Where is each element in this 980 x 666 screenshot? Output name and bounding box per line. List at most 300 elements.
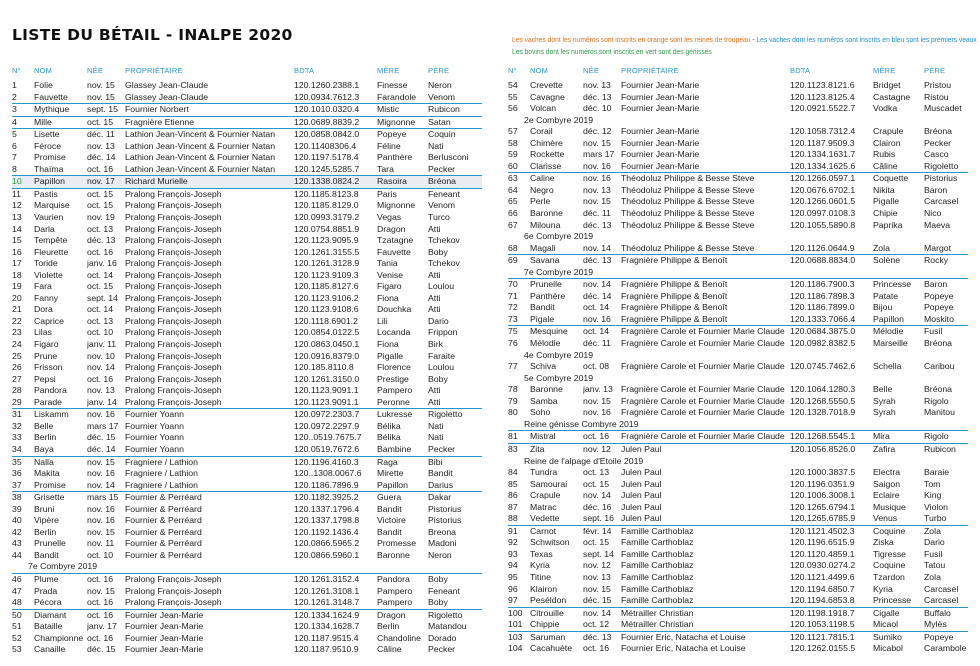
cell-bdta: 120.1053.1198.5: [790, 619, 855, 630]
table-row: [508, 549, 968, 561]
header-pere: PÈRE: [428, 66, 450, 75]
cell-nom: Fanny: [34, 292, 59, 303]
cell-pere: Boby: [428, 597, 448, 608]
cell-nee: déc. 13: [583, 219, 612, 230]
table-row: [12, 421, 482, 433]
cell-pere: Margot: [924, 242, 952, 253]
cell-nee: déc. 10: [583, 103, 612, 114]
cell-nee: déc. 15: [87, 644, 116, 655]
table-row: [12, 258, 482, 270]
cell-proprietaire: Fournier & Perréard: [125, 538, 202, 549]
cell-nom: Grisette: [34, 492, 65, 503]
cell-proprietaire: Famille Carthoblaz: [621, 525, 694, 536]
cell-nee: nov. 12: [583, 560, 611, 571]
table-row: [12, 152, 482, 164]
cell-pere: Carcasel: [924, 196, 959, 207]
cell-mere: Bridget: [873, 80, 901, 90]
cell-bdta: 120.1194.6850.7: [790, 583, 855, 594]
table-row: [12, 385, 482, 397]
table-row: [508, 80, 968, 92]
cell-proprietaire: Pralong François-Joseph: [125, 258, 222, 269]
cell-num: 100: [508, 607, 523, 618]
cell-nom: Plume: [34, 573, 59, 584]
table-row: [12, 117, 482, 130]
cell-nom: Clarisse: [530, 160, 562, 171]
cell-nom: Prunelle: [530, 279, 562, 290]
cell-num: 63: [508, 173, 518, 184]
cell-pere: Frippon: [428, 327, 458, 338]
cell-mere: Victoire: [377, 515, 406, 526]
cell-nee: nov. 14: [583, 279, 611, 290]
table-row: [508, 560, 968, 572]
cell-pere: Pecker: [924, 137, 952, 148]
cell-mere: Crapule: [873, 126, 904, 137]
table-row: [508, 149, 968, 161]
cell-mere: Promesse: [377, 538, 417, 549]
cell-nee: nov. 15: [583, 196, 611, 207]
cell-nee: oct. 10: [87, 327, 114, 338]
combat-section-label: [508, 456, 968, 468]
header-nee: NÉE: [87, 66, 104, 75]
cell-pere: Tchekov: [428, 235, 460, 246]
cell-num: 35: [12, 456, 22, 467]
cell-pere: Pistorius: [924, 173, 958, 184]
cell-bdta: 120.1268.5550.5: [790, 395, 856, 406]
table-row: [12, 316, 482, 328]
cell-bdta: 120.1187.9509.3: [790, 137, 855, 148]
cell-nom: Pepsi: [34, 373, 56, 384]
cell-nom: Parade: [34, 396, 63, 407]
cell-nee: nov. 15: [87, 585, 115, 596]
cell-nee: sept. 14: [583, 548, 614, 559]
table-row: [508, 595, 968, 608]
cell-mere: Rubis: [873, 149, 896, 160]
cell-nee: nov. 16: [583, 160, 611, 171]
cell-num: 24: [12, 339, 22, 350]
cell-pere: Rigolo: [924, 431, 949, 442]
cell-pere: Breona: [428, 526, 457, 537]
cell-nom: Baronne: [530, 384, 563, 395]
cell-pere: Baraie: [924, 467, 950, 478]
cell-num: 78: [508, 384, 518, 395]
cell-mere: Belle: [873, 384, 893, 395]
cell-mere: Chandoline: [377, 632, 421, 643]
table-row: [508, 431, 968, 444]
cell-num: 69: [508, 255, 518, 266]
cell-mere: Cigalle: [873, 607, 900, 618]
combat-section-label: [12, 561, 482, 574]
cell-nee: nov. 14: [583, 607, 611, 618]
cell-nom: Schiva: [530, 361, 557, 372]
cell-proprietaire: Fournier Jean-Marie: [621, 91, 700, 102]
cell-proprietaire: Fragnière Philippe & Benoît: [621, 279, 728, 290]
cell-proprietaire: Fragnière Carole et Fournier Marie Claude: [621, 338, 785, 349]
cell-proprietaire: Théodoluz Philippe & Besse Steve: [621, 173, 755, 184]
cell-nom: Toride: [34, 258, 58, 269]
cell-pere: Faraite: [428, 350, 456, 361]
table-row: [12, 189, 482, 201]
cell-nom: Pastis: [34, 188, 58, 199]
cell-mere: Chipie: [873, 208, 898, 219]
cell-pere: Tom: [924, 478, 941, 489]
cell-nom: Berlin: [34, 432, 57, 443]
cell-pere: Matandou: [428, 621, 467, 632]
cell-num: 73: [508, 313, 518, 324]
cell-nee: nov. 16: [583, 313, 611, 324]
cell-mere: Baronne: [377, 549, 410, 560]
cell-nom: Féroce: [34, 140, 62, 151]
cell-nee: nov. 13: [583, 571, 611, 582]
cell-num: 12: [12, 200, 22, 211]
cell-bdta: 120.0519.7672.6: [294, 443, 360, 454]
cell-bdta: 120.1196.0351.9: [790, 478, 855, 489]
cell-proprietaire: Fournier Jean-Marie: [125, 632, 204, 643]
cell-nee: nov. 12: [583, 443, 611, 454]
cell-bdta: 120.0863.0450.1: [294, 339, 360, 350]
table-row: [508, 407, 968, 419]
cell-mere: Micaol: [873, 619, 899, 630]
cell-proprietaire: Julen Paul: [621, 467, 662, 478]
table-row: [508, 584, 968, 596]
cell-mere: Syrah: [873, 407, 896, 418]
cell-bdta: 120.1268.5545.1: [790, 431, 856, 442]
cell-pere: Rigoletto: [428, 409, 463, 420]
cell-num: 29: [12, 396, 22, 407]
cell-nee: sept. 15: [87, 104, 118, 115]
cell-nom: Canaille: [34, 644, 66, 655]
right-column: [508, 66, 968, 655]
table-row: [508, 619, 968, 632]
cell-num: 72: [508, 302, 518, 313]
cell-mere: Pampero: [377, 585, 413, 596]
cell-num: 48: [12, 597, 22, 608]
cell-num: 50: [12, 609, 22, 620]
cell-nom: Violette: [34, 269, 63, 280]
cell-proprietaire: Pralong François-Joseph: [125, 212, 222, 223]
cell-num: 97: [508, 595, 518, 606]
table-row: [508, 291, 968, 303]
cell-pere: Bréona: [924, 126, 953, 137]
cell-bdta: 120.1121.4502.3: [790, 525, 855, 536]
cell-nom: Dora: [34, 304, 53, 315]
cell-bdta: 120.1064.1280.3: [790, 384, 856, 395]
cell-pere: Turco: [428, 212, 450, 223]
cell-nom: Mesquine: [530, 326, 568, 337]
cell-num: 85: [508, 478, 518, 489]
cell-pere: Rigoletto: [924, 160, 959, 171]
cell-proprietaire: Famille Carthoblaz: [621, 595, 694, 606]
cell-mere: Figaro: [377, 281, 402, 292]
cell-bdta: 120.11408306.4: [294, 140, 357, 151]
cattle-list-right: [508, 80, 968, 655]
table-row: [508, 526, 968, 538]
table-row: [12, 574, 482, 586]
table-row: [508, 608, 968, 620]
cell-pere: Carcasel: [924, 583, 959, 594]
cell-num: 4: [12, 116, 17, 127]
cell-mere: Berlin: [377, 621, 400, 632]
cell-num: 5: [12, 129, 17, 140]
cell-proprietaire: Théodoluz Philippe & Besse Steve: [621, 219, 755, 230]
cell-mere: Finesse: [377, 80, 408, 90]
cell-pere: Madoni: [428, 538, 457, 549]
cell-mere: Locanda: [377, 327, 411, 338]
cell-nom: Baya: [34, 443, 54, 454]
cell-nee: nov. 14: [583, 490, 611, 501]
cell-nee: sept. 14: [87, 292, 118, 303]
table-row: [12, 597, 482, 610]
cell-proprietaire: Lathion Jean-Vincent & Fournier Natan: [125, 129, 276, 140]
cell-nom: Chimère: [530, 137, 563, 148]
cell-mere: Bélika: [377, 420, 401, 431]
cell-bdta: 120.1010.0320.4: [294, 104, 360, 115]
cell-mere: Paprika: [873, 219, 903, 230]
cell-pere: Neron: [428, 80, 452, 90]
cell-bdta: 120.0745.7462.6: [790, 361, 856, 372]
cell-pere: Bandit: [428, 468, 453, 479]
cell-proprietaire: Pralong François-Joseph: [125, 597, 222, 608]
cell-pere: Bréona: [924, 338, 953, 349]
cell-proprietaire: Pralong François-Joseph: [125, 396, 222, 407]
cell-num: 77: [508, 361, 518, 372]
cell-nom: Savana: [530, 255, 560, 266]
cell-nee: nov. 13: [583, 80, 611, 90]
cell-nee: déc. 14: [87, 152, 116, 163]
cell-mere: Pandora: [377, 573, 410, 584]
cell-nom: Negro: [530, 184, 554, 195]
cell-num: 103: [508, 631, 523, 642]
cell-nom: Tempête: [34, 235, 68, 246]
cell-num: 25: [12, 350, 22, 361]
cell-bdta: 120.1186.7900.3: [790, 279, 855, 290]
cell-bdta: 120.1186.7898.3: [790, 290, 855, 301]
cell-num: 75: [508, 326, 518, 337]
table-row: [12, 304, 482, 316]
cell-proprietaire: Théodoluz Philippe & Besse Steve: [621, 184, 755, 195]
legend-dash: -: [750, 35, 757, 44]
table-row: [508, 126, 968, 138]
table-row: [12, 339, 482, 351]
cell-nom: Cavagne: [530, 91, 565, 102]
cell-proprietaire: Pralong François-Joseph: [125, 350, 222, 361]
cell-nom: Vaurien: [34, 212, 64, 223]
table-row: [508, 279, 968, 291]
cell-pere: Turbo: [924, 513, 947, 524]
cell-nom: Marquise: [34, 200, 70, 211]
cell-nee: mars 17: [87, 420, 119, 431]
cell-nom: Klairon: [530, 583, 558, 594]
cell-bdta: 120.1337.1798.8: [294, 515, 360, 526]
cell-num: 2: [12, 91, 17, 102]
cell-pere: Bréona: [924, 384, 953, 395]
table-row: [12, 281, 482, 293]
cell-nee: mars 17: [583, 149, 615, 160]
cell-pere: Coquin: [428, 129, 456, 140]
cell-proprietaire: Pralong François-Joseph: [125, 246, 222, 257]
cell-pere: Tatou: [924, 560, 946, 571]
combat-section-label: [508, 231, 968, 243]
cell-nom: Bruni: [34, 503, 55, 514]
cell-bdta: 120.1337.1796.4: [294, 503, 360, 514]
cell-nom: Peséldon: [530, 595, 567, 606]
cell-nom: Magali: [530, 242, 556, 253]
cell-mere: Féline: [377, 140, 401, 151]
table-row: [508, 161, 968, 174]
cell-num: 18: [12, 269, 22, 280]
table-row: [12, 432, 482, 444]
cell-pere: Dario: [428, 315, 449, 326]
table-row: [508, 361, 968, 373]
cell-num: 58: [508, 137, 518, 148]
cell-pere: Boby: [428, 573, 448, 584]
table-row: [12, 586, 482, 598]
cell-bdta: 120.1266.0601.5: [790, 196, 856, 207]
cell-nee: nov. 14: [87, 479, 115, 490]
cell-nee: oct. 16: [87, 163, 114, 174]
cell-num: 84: [508, 467, 518, 478]
cell-pere: Mylès: [924, 619, 947, 630]
table-header: [12, 66, 482, 80]
header-bdta: BDTA: [294, 66, 315, 75]
cell-nom: Saruman: [530, 631, 566, 642]
cell-nom: Berlin: [34, 526, 57, 537]
cell-proprietaire: Famille Carthoblaz: [621, 548, 694, 559]
cell-proprietaire: Pralong François-Joseph: [125, 385, 222, 396]
cell-nom: Samourai: [530, 478, 568, 489]
cell-bdta: 120.0972.2303.7: [294, 409, 360, 420]
cell-nom: Promise: [34, 152, 66, 163]
table-row: [508, 243, 968, 256]
cell-proprietaire: Fournier Yoann: [125, 432, 184, 443]
cell-nom: Caline: [530, 173, 555, 184]
cell-proprietaire: Fragnière Philippe & Benoît: [621, 290, 728, 301]
header-proprietaire: PROPRIÉTAIRE: [621, 66, 679, 75]
cell-mere: Marseille: [873, 338, 908, 349]
cell-mere: Tigresse: [873, 548, 906, 559]
cell-bdta: 120.1123.9091.1: [294, 396, 359, 407]
table-row: [508, 572, 968, 584]
cell-proprietaire: Pralong François-Joseph: [125, 269, 222, 280]
cell-bdta: 120.1192.1436.4: [294, 526, 359, 537]
header-num: N°: [508, 66, 517, 75]
cell-bdta: 120.1261.3128.9: [294, 258, 360, 269]
table-row: [12, 176, 482, 189]
cell-mere: Princesse: [873, 595, 912, 606]
cell-proprietaire: Fournier Norbert: [125, 104, 189, 115]
cell-pere: Darius: [428, 479, 454, 490]
cell-mere: Kyria: [873, 583, 893, 594]
cell-nee: nov. 13: [87, 140, 115, 151]
cell-mere: Mirette: [377, 468, 404, 479]
cell-mere: Micabol: [873, 643, 903, 654]
cell-mere: Dragon: [377, 223, 406, 234]
cell-nom: Pigale: [530, 313, 555, 324]
cell-proprietaire: Fournier Eric, Natacha et Louise: [621, 643, 746, 654]
cell-proprietaire: Pralong François-Joseph: [125, 188, 222, 199]
table-row: [508, 208, 968, 220]
cell-pere: Rigolo: [924, 395, 949, 406]
cell-nee: oct. 14: [583, 302, 610, 313]
cell-mere: Zafira: [873, 443, 896, 454]
cell-proprietaire: Pralong François-Joseph: [125, 362, 222, 373]
cell-proprietaire: Pralong François-Joseph: [125, 315, 222, 326]
cell-nee: oct. 15: [87, 200, 114, 211]
cell-nee: déc. 15: [87, 432, 116, 443]
cell-bdta: 120.1121.4499.6: [790, 571, 855, 582]
cell-bdta: 120.0972.2297.9: [294, 420, 360, 431]
cell-nom: Rockette: [530, 149, 565, 160]
cell-mere: Mistic: [377, 104, 400, 115]
cell-proprietaire: Lathion Jean-Vincent & Fournier Natan: [125, 163, 276, 174]
cell-num: 80: [508, 407, 518, 418]
table-row: [508, 92, 968, 104]
cell-nee: oct. 12: [583, 619, 610, 630]
table-row: [12, 351, 482, 363]
cell-pere: Loulou: [428, 362, 455, 373]
cell-nee: oct. 16: [87, 609, 114, 620]
cell-proprietaire: Julen Paul: [621, 490, 662, 501]
cell-pere: King: [924, 490, 942, 501]
cell-pere: Nati: [428, 420, 444, 431]
cell-pere: Rocky: [924, 255, 949, 266]
cell-pere: Buffalo: [924, 607, 951, 618]
cell-mere: Princesse: [873, 279, 912, 290]
cell-pere: Pistorius: [428, 503, 462, 514]
cell-pere: Boby: [428, 373, 448, 384]
table-row: [12, 504, 482, 516]
cell-mere: Bandit: [377, 503, 402, 514]
cell-nee: déc. 14: [87, 443, 116, 454]
cell-nom: Volcan: [530, 103, 557, 114]
table-row: [12, 92, 482, 105]
cell-pere: Bibi: [428, 456, 443, 467]
cell-bdta: 120.0688.8834.0: [790, 255, 856, 266]
cell-nom: Vedette: [530, 513, 560, 524]
cell-pere: Popeye: [924, 631, 954, 642]
cell-nom: Milouna: [530, 219, 561, 230]
cell-nee: oct. 16: [583, 643, 610, 654]
cell-mere: Bijou: [873, 302, 893, 313]
cell-mere: Coquine: [873, 560, 906, 571]
cell-proprietaire: Pralong François-Joseph: [125, 200, 222, 211]
cell-num: 71: [508, 290, 518, 301]
cell-mere: Schella: [873, 361, 902, 372]
cell-proprietaire: Théodoluz Philippe & Besse Steve: [621, 242, 755, 253]
combat-section-label: [508, 373, 968, 385]
cell-nom: Soho: [530, 407, 551, 418]
cell-mere: Saigon: [873, 478, 901, 489]
cell-proprietaire: Pralong François-Joseph: [125, 281, 222, 292]
cell-bdta: 120.1000.3837.5: [790, 467, 856, 478]
cell-nom: Crapule: [530, 490, 561, 501]
table-row: [12, 80, 482, 92]
table-row: [12, 480, 482, 493]
cell-num: 52: [12, 632, 22, 643]
cell-num: 70: [508, 279, 518, 290]
cell-nom: Lisette: [34, 129, 60, 140]
cell-nom: Kyria: [530, 560, 550, 571]
cell-num: 47: [12, 585, 22, 596]
cell-pere: Venom: [428, 200, 456, 211]
cell-pere: Tchekov: [428, 258, 460, 269]
cell-proprietaire: Pralong François-Joseph: [125, 373, 222, 384]
table-row: [12, 444, 482, 457]
cell-mere: Paris: [377, 188, 397, 199]
cell-nee: déc. 12: [583, 126, 612, 137]
cell-nee: oct. 10: [87, 549, 114, 560]
cell-pere: Pecker: [428, 644, 456, 655]
cell-bdta: 120.1123.8125.4: [790, 91, 855, 102]
